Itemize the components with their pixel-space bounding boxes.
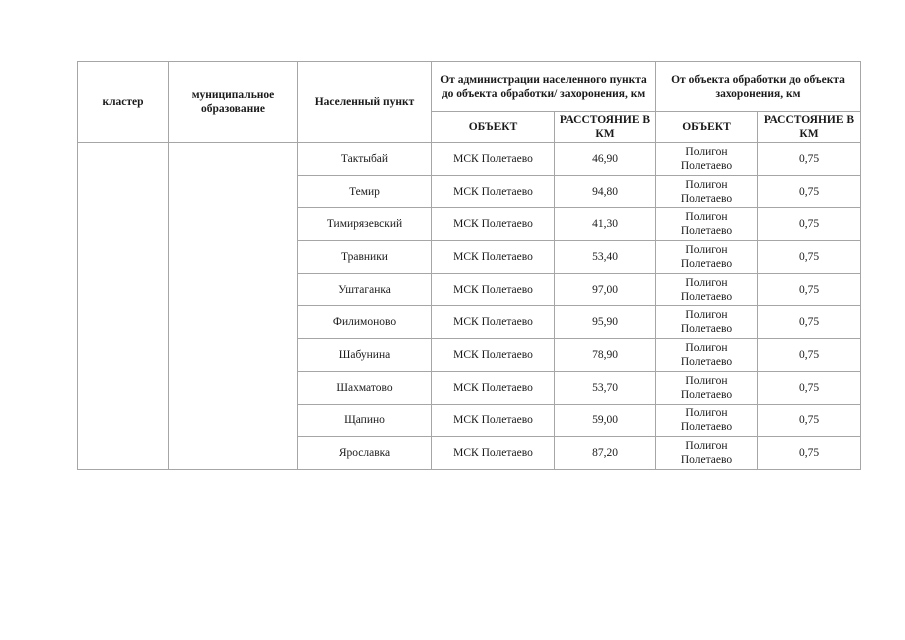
distance2-cell: 0,75 [758,371,861,404]
settlement-cell: Тимирязевский [298,208,432,241]
table-row [78,143,861,176]
header-object-2: ОБЪЕКТ [656,112,758,143]
object2-cell: Полигон Полетаево [656,437,758,470]
object1-cell: МСК Полетаево [432,241,555,274]
settlement-cell: Щапино [298,404,432,437]
distance1-cell: 59,00 [555,404,656,437]
distance1-cell: 41,30 [555,208,656,241]
settlement-cell: Тактыбай [298,143,432,176]
object1-cell: МСК Полетаево [432,306,555,339]
object1-cell: МСК Полетаево [432,371,555,404]
distance1-cell: 78,90 [555,339,656,372]
distance1-cell: 95,90 [555,306,656,339]
object2-cell: Полигон Полетаево [656,208,758,241]
header-group-object-to-landfill: От объекта обработки до объекта захоронения, км [656,62,861,112]
header-cluster: кластер [78,62,169,143]
object2-cell: Полигон Полетаево [656,143,758,176]
distance2-cell: 0,75 [758,175,861,208]
object2-cell: Полигон Полетаево [656,306,758,339]
settlement-cell: Шахматово [298,371,432,404]
object1-cell: МСК Полетаево [432,404,555,437]
distance-table [77,61,861,470]
header-settlement: Населенный пункт [298,62,432,143]
distance1-cell: 46,90 [555,143,656,176]
object2-cell: Полигон Полетаево [656,273,758,306]
distance2-cell: 0,75 [758,143,861,176]
distance2-cell: 0,75 [758,339,861,372]
object1-cell: МСК Полетаево [432,175,555,208]
header-distance-1: РАССТОЯНИЕ В КМ [555,112,656,143]
distance2-cell: 0,75 [758,273,861,306]
settlement-cell: Шабунина [298,339,432,372]
header-row-group [78,62,861,112]
settlement-cell: Уштаганка [298,273,432,306]
object1-cell: МСК Полетаево [432,273,555,306]
distance2-cell: 0,75 [758,404,861,437]
header-municipality: муниципальное образование [169,62,298,143]
object2-cell: Полигон Полетаево [656,404,758,437]
distance2-cell: 0,75 [758,208,861,241]
object2-cell: Полигон Полетаево [656,241,758,274]
header-distance-2: РАССТОЯНИЕ В КМ [758,112,861,143]
object1-cell: МСК Полетаево [432,143,555,176]
object1-cell: МСК Полетаево [432,339,555,372]
distance1-cell: 97,00 [555,273,656,306]
settlement-cell: Филимоново [298,306,432,339]
settlement-cell: Травники [298,241,432,274]
distance2-cell: 0,75 [758,437,861,470]
municipality-cell [169,143,298,470]
distance1-cell: 53,40 [555,241,656,274]
settlement-cell: Темир [298,175,432,208]
cluster-cell [78,143,169,470]
object1-cell: МСК Полетаево [432,437,555,470]
object2-cell: Полигон Полетаево [656,175,758,208]
distance1-cell: 87,20 [555,437,656,470]
distance1-cell: 53,70 [555,371,656,404]
header-group-admin-to-object: От администрации населенного пункта до объекта обработки/ захоронения, км [432,62,656,112]
object2-cell: Полигон Полетаево [656,371,758,404]
settlement-cell: Ярославка [298,437,432,470]
distance1-cell: 94,80 [555,175,656,208]
object1-cell: МСК Полетаево [432,208,555,241]
object2-cell: Полигон Полетаево [656,339,758,372]
header-object-1: ОБЪЕКТ [432,112,555,143]
distance2-cell: 0,75 [758,306,861,339]
distance2-cell: 0,75 [758,241,861,274]
